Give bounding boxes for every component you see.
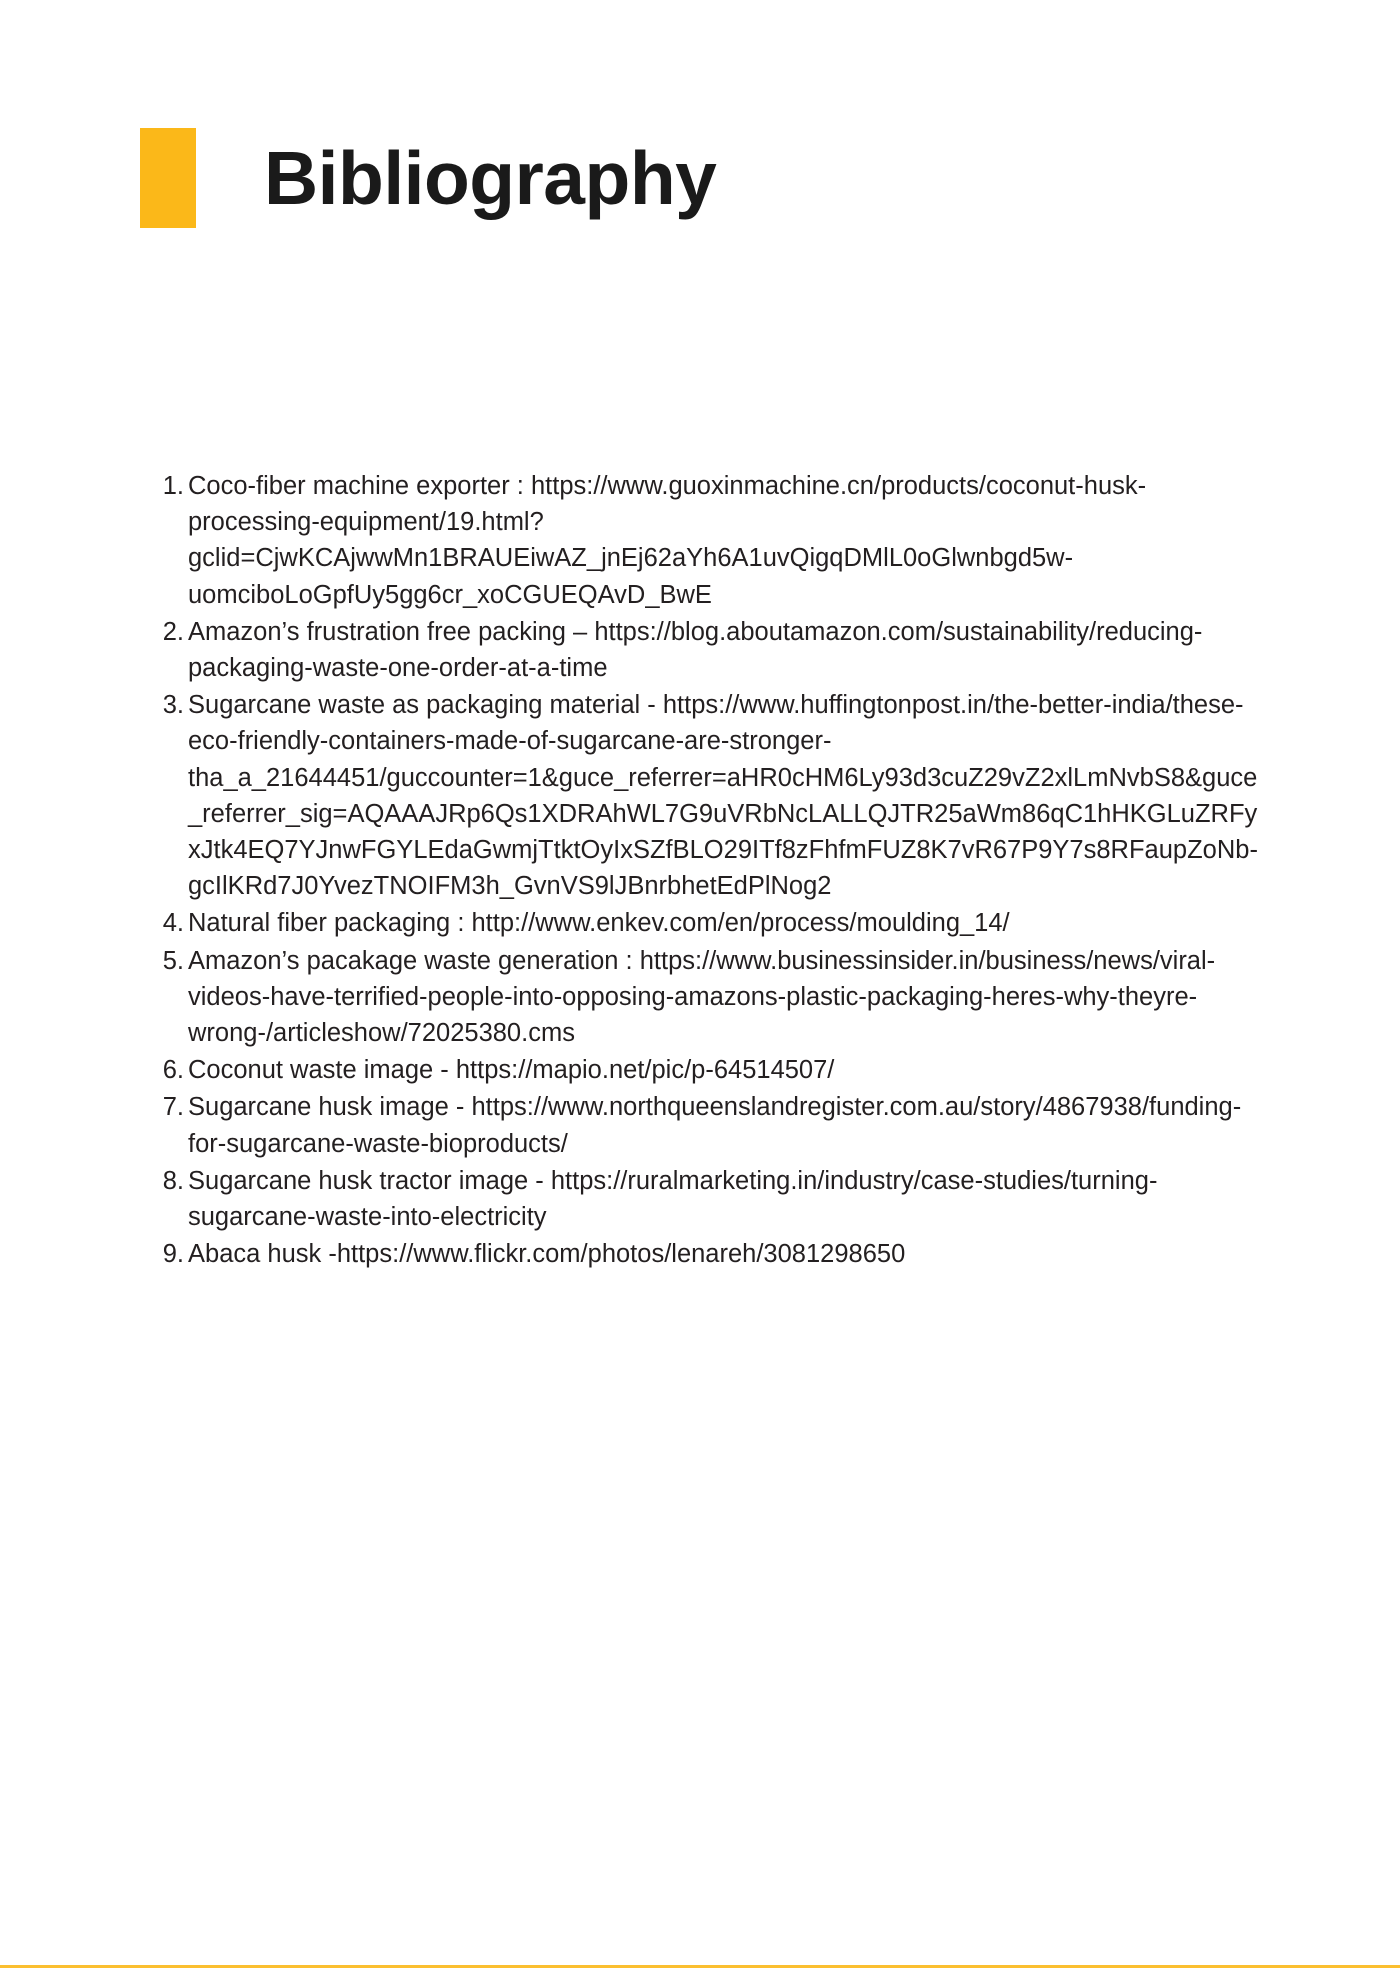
list-item-number: 3. [162, 691, 184, 720]
list-item [148, 1052, 1258, 1088]
list-item-number: 6. [162, 1056, 184, 1085]
list-item-text: Coconut waste image - https://mapio.net/pic/p-64514507/ [188, 1056, 835, 1085]
title-accent-marker [140, 128, 196, 228]
list-item [148, 943, 1258, 1052]
list-item-number: 9. [162, 1240, 184, 1269]
list-item [148, 1089, 1258, 1161]
list-item-text: Natural fiber packaging : http://www.enkev.com/en/process/moulding_14/ [188, 909, 1010, 938]
footer-accent-rule [0, 1965, 1400, 1968]
list-item-number: 2. [162, 617, 184, 646]
list-item-text: Amazon’s frustration free packing – https://blog.aboutamazon.com/sustainability/reducing-packaging-waste-one-order-at-a-time [188, 617, 1203, 683]
list-item-text: Sugarcane husk tractor image - https://ruralmarketing.in/industry/case-studies/turning-sugarcane-waste-into-electricity [188, 1166, 1158, 1232]
list-item-number: 1. [162, 472, 184, 500]
list-item-text: Abaca husk -https://www.flickr.com/photos/lenareh/3081298650 [188, 1240, 906, 1269]
list-item-text: Sugarcane husk image - https://www.northqueenslandregister.com.au/story/4867938/funding-for-sugarcane-waste-bioproducts/ [188, 1093, 1242, 1158]
list-item [148, 1163, 1258, 1235]
page-title-block [140, 128, 716, 228]
list-item [148, 905, 1258, 941]
list-item-text: Sugarcane waste as packaging material - https://www.huffingtonpost.in/the-better-india/these-eco-friendly-containers-made-of-sugarcane-are-stronger-tha_a_21644451/guccounter=1&guce_referrer=aHR0cHM6Ly93d3cuZ29vZ2xlLmNvbS8&guce_referrer_sig=AQAAAJRp6Qs1XDRAhWL7G9uVRbNcLALLQJTR25aWm86qC1hHKGLuZRFyxJtk4EQ7YJnwFGYLEdaGwmjTtktOyIxSZfBLO29ITf8zFhfmFUZ8K7vR67P9Y7s8RFaupZoNb-gcIlKRd7J0YvezTNOIFM3h_GvnVS9lJBnrbhetEdPlNog2 [188, 691, 1258, 901]
list-item-number: 7. [162, 1093, 184, 1122]
list-item-text: Amazon’s pacakage waste generation : https://www.businessinsider.in/business/news/viral-videos-have-terrified-people-into-opposing-amazons-plastic-packaging-heres-why-theyre-wrong-/articleshow/72025380.cms [188, 946, 1216, 1048]
list-item-number: 8. [162, 1166, 184, 1195]
list-item [148, 614, 1258, 686]
bibliography-list [148, 468, 1258, 1273]
list-item [148, 468, 1258, 613]
list-item-number: 5. [162, 946, 184, 975]
list-item [148, 687, 1258, 904]
list-item-text: Coco-fiber machine exporter : https://www.guoxinmachine.cn/products/coconut-husk-processing-equipment/19.html?gclid=CjwKCAjwwMn1BRAUEiwAZ_jnEj62aYh6A1uvQigqDMlL0oGlwnbgd5w-uomciboLoGpfUy5gg6cr_xoCGUEQAvD_BwE [188, 472, 1147, 609]
page-title: Bibliography [264, 135, 717, 220]
list-item-number: 4. [162, 909, 184, 938]
list-item [148, 1236, 1258, 1272]
